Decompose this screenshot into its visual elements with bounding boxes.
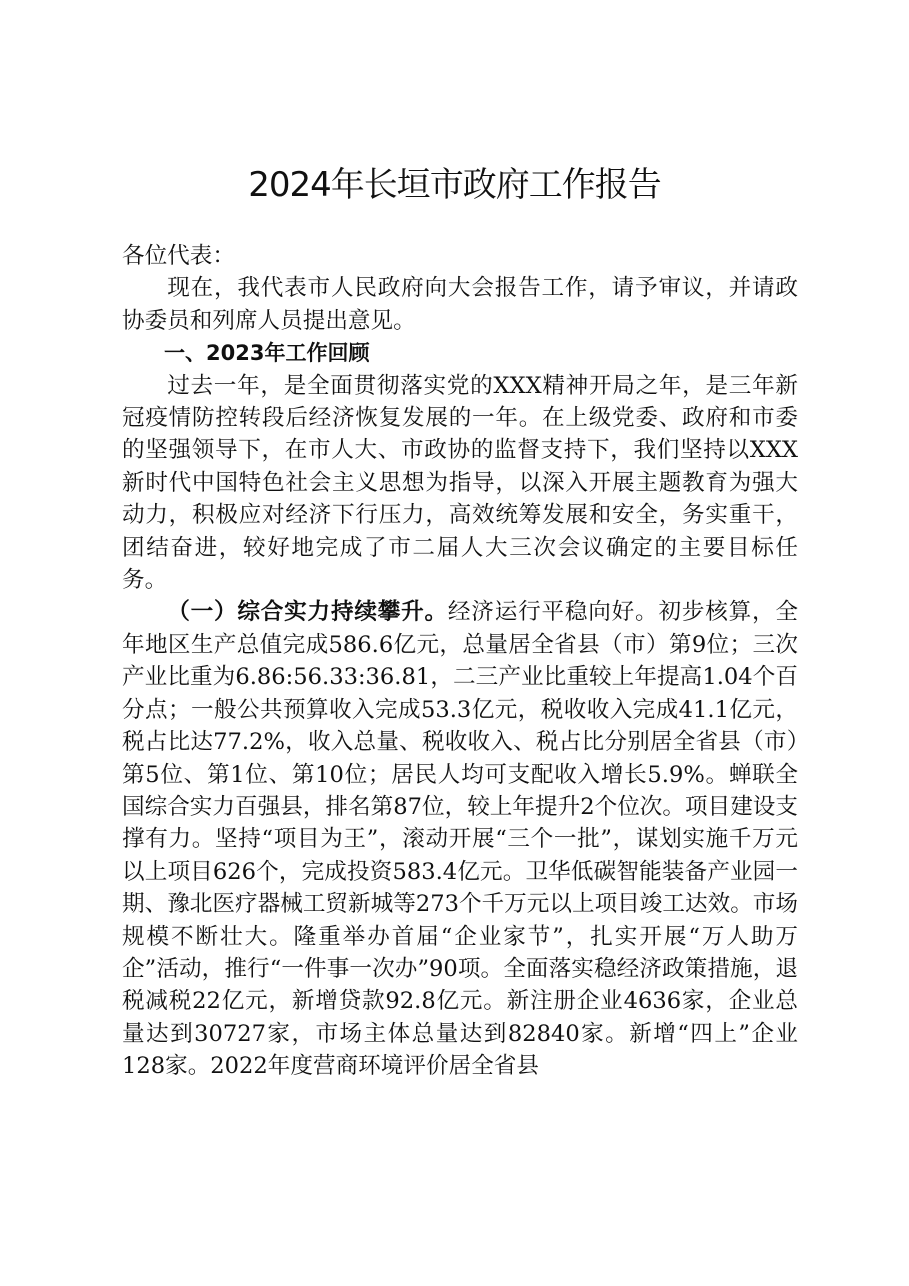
strength-paragraph [122, 596, 798, 1082]
section-heading: 一、2023年工作回顾 [164, 341, 370, 366]
subsection-heading: （一）综合实力持续攀升。 [167, 599, 448, 626]
salutation: 各位代表： [122, 243, 235, 269]
subsection-text: 经济运行平稳向好。初步核算，全年地区生产总值完成586.6亿元，总量居全省县（市）第9位；三次产业比重为6.86:56.33:36.81，二三产业比重较上年提高1.04个百分点；一般公共预算收入完成53.3亿元，税收收入完成41.1亿元，税占比达77.2%，收入总量、税收收入、税占比分别居全省县（市）第5位、第1位、第10位；居民人均可支配收入增长5.9%。蝉联全国综合实力百强县，排名第87位，较上年提升2个位次。项目建设支撑有力。坚持“项目为王”，滚动开展“三个一批”，谋划实施千万元以上项目626个，完成投资583.4亿元。卫华低碳智能装备产业园一期、豫北医疗器械工贸新城等273个千万元以上项目竣工达效。市场规模不断壮大。隆重举办首届“企业家节”，扎实开展“万人助万企”活动，推行“一件事一次办”90项。全面落实稳经济政策措施，退税减税22亿元，新增贷款92.8亿元。新注册企业4636家，企业总量达到30727家，市场主体总量达到82840家。新增“四上”企业128家。2022年度营商环境评价居全省县 [122, 599, 799, 1080]
review-paragraph: 过去一年，是全面贯彻落实党的XXX精神开局之年，是三年新冠疫情防控转段后经济恢复发展的一年。在上级党委、政府和市委的坚强领导下，在市人大、市政协的监督支持下，我们坚持以XXX新时代中国特色社会主义思想为指导，以深入开展主题教育为强大动力，积极应对经济下行压力，高效统筹发展和安全，务实重干，团结奋进，较好地完成了市二届人大三次会议确定的主要目标任务。 [122, 372, 798, 594]
document-title: 2024年长垣市政府工作报告 [248, 165, 661, 205]
intro-paragraph: 现在，我代表市人民政府向大会报告工作，请予审议，并请政协委员和列席人员提出意见。 [122, 275, 798, 334]
document-body [122, 240, 798, 1083]
